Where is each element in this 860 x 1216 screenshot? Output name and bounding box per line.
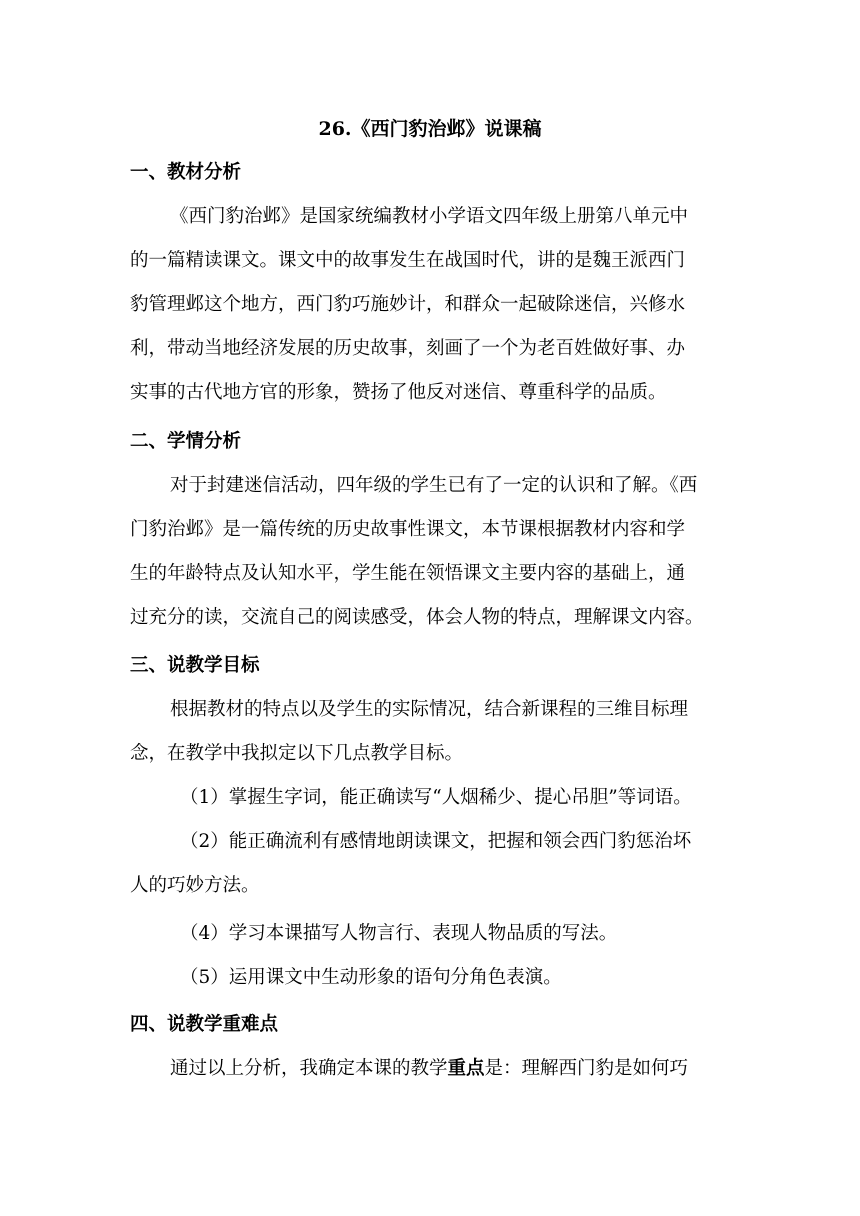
paragraph-line: 的一篇精读课文。课文中的故事发生在战国时代，讲的是魏王派西门 xyxy=(130,250,686,271)
emphasis-key-point: 重点 xyxy=(447,1058,485,1079)
goal-item: （5）运用课文中生动形象的语句分角色表演。 xyxy=(180,967,562,988)
section-heading-4: 四、说教学重难点 xyxy=(130,1014,279,1035)
paragraph-line: 根据教材的特点以及学生的实际情况，结合新课程的三维目标理 xyxy=(170,699,689,720)
section-heading-2: 二、学情分析 xyxy=(130,431,242,452)
goal-item-continued: 人的巧妙方法。 xyxy=(130,875,260,896)
paragraph-line: 过充分的读，交流自己的阅读感受，体会人物的特点，理解课文内容。 xyxy=(130,607,704,628)
goal-item: （1）掌握生字词，能正确读写“人烟稀少、提心吊胆”等词语。 xyxy=(180,787,692,808)
paragraph-line: 对于封建迷信活动，四年级的学生已有了一定的认识和了解。《西 xyxy=(170,475,698,496)
goal-item: （2）能正确流利有感情地朗读课文，把握和领会西门豹惩治坏 xyxy=(180,831,692,852)
text-run: 通过以上分析，我确定本课的教学 xyxy=(170,1058,448,1079)
paragraph-line: 《西门豹治邺》是国家统编教材小学语文四年级上册第八单元中 xyxy=(170,206,689,227)
paragraph-line: 门豹治邺》是一篇传统的历史故事性课文，本节课根据教材内容和学 xyxy=(130,519,686,540)
section-heading-1: 一、教材分析 xyxy=(130,162,242,183)
paragraph-line: 实事的古代地方官的形象，赞扬了他反对迷信、尊重科学的品质。 xyxy=(130,382,667,403)
section-heading-3: 三、说教学目标 xyxy=(130,655,260,676)
paragraph-line: 念，在教学中我拟定以下几点教学目标。 xyxy=(130,743,464,764)
document-title: 26.《西门豹治邺》说课稿 xyxy=(318,118,542,140)
paragraph-line: 利，带动当地经济发展的历史故事，刻画了一个为老百姓做好事、办 xyxy=(130,338,686,359)
text-run: 是：理解西门豹是如何巧 xyxy=(484,1058,689,1079)
paragraph-line xyxy=(170,1057,688,1081)
paragraph-line: 豹管理邺这个地方，西门豹巧施妙计，和群众一起破除迷信，兴修水 xyxy=(130,294,686,315)
paragraph-line: 生的年龄特点及认知水平，学生能在领悟课文主要内容的基础上，通 xyxy=(130,563,686,584)
goal-item: （4）学习本课描写人物言行、表现人物品质的写法。 xyxy=(180,923,618,944)
